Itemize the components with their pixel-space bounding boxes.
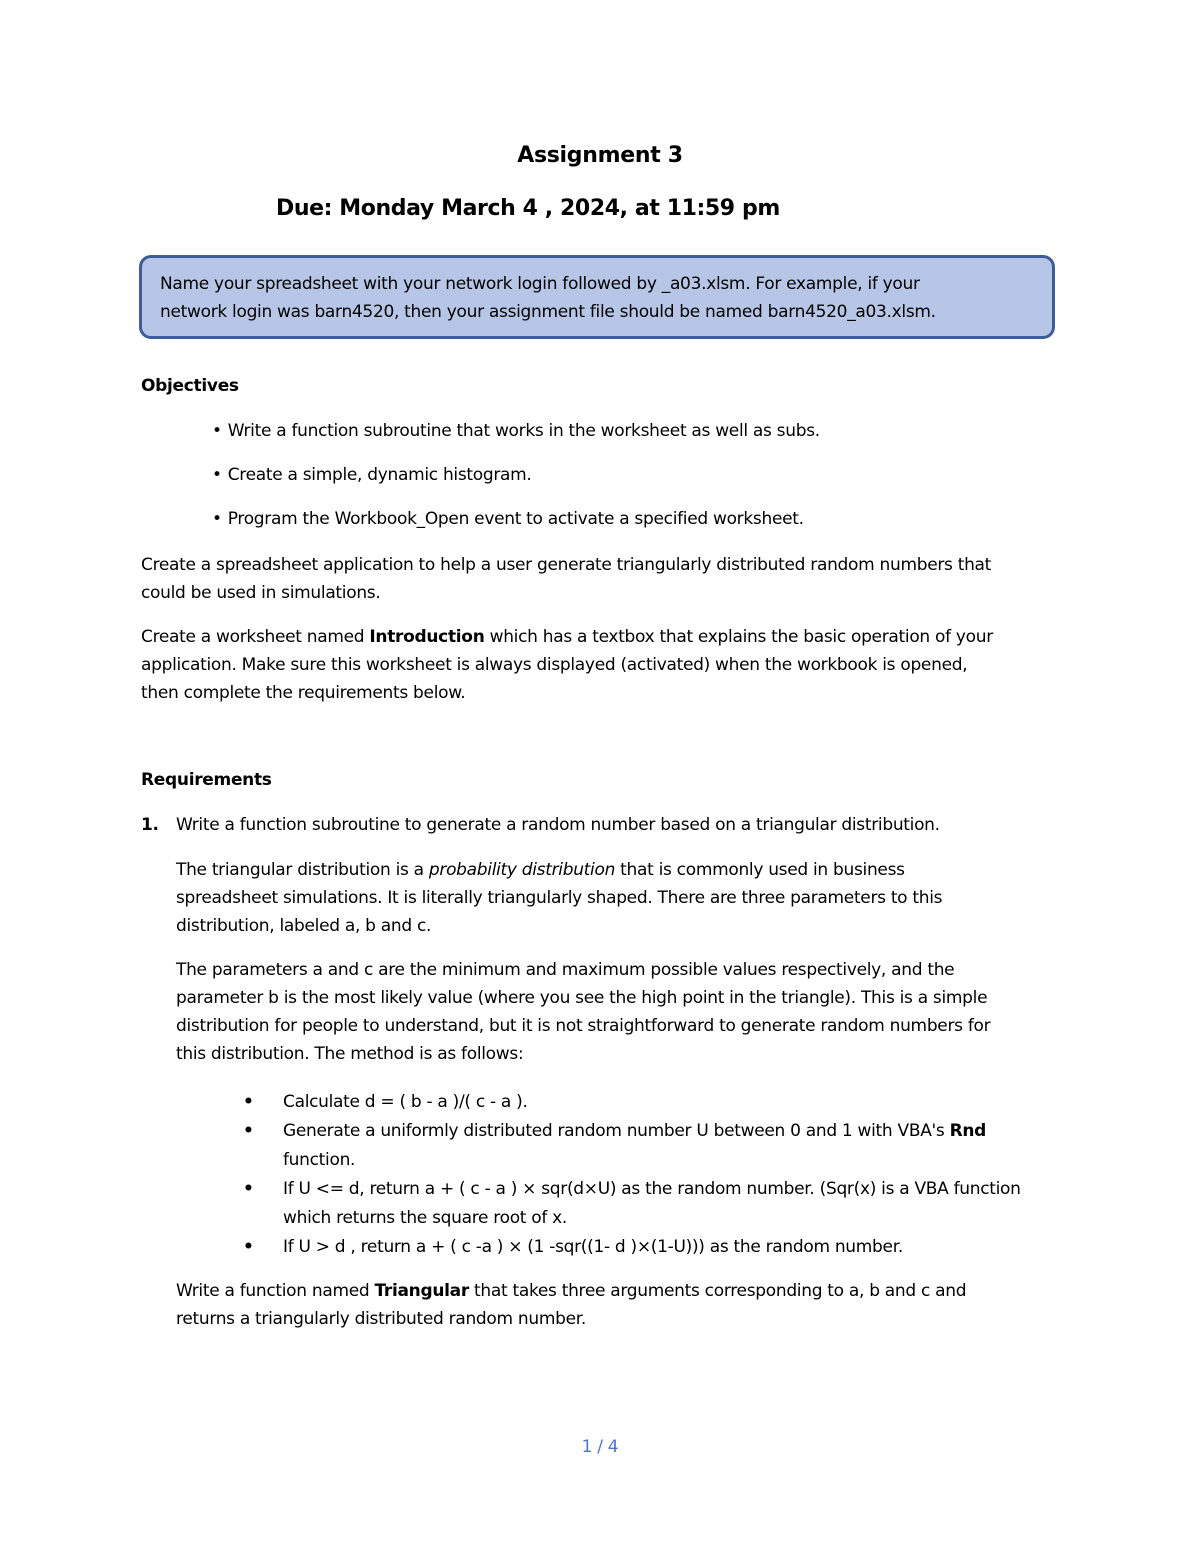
method-steps-list: • Calculate d = ( b - a )/( c - a ). • Generate a uniformly distributed random number U between 0 and 1 with VBA's Rnd function. • If U <= d, return a + ( c - a ) × sqr(d×U) as the random number. (Sqr(x) is a VBA function which returns the square root of x. • If U > d , return a + ( c -a ) × (1 -sqr((1- d )×(1-U))) as the random number. (243, 1088, 1021, 1262)
method-step: • Generate a uniformly distributed random number U between 0 and 1 with VBA's Rnd (243, 1117, 1021, 1146)
parameters-paragraph: The parameters a and c are the minimum and maximum possible values respectively, and the parameter b is the most likely value (where you see the high point in the triangle). This is a simple distribution for people to understand, but it is not straightforward to generate random numbers for this distribution. The method is as follows: (176, 960, 991, 1064)
method-step: • If U <= d, return a + ( c - a ) × sqr(d×U) as the random number. (Sqr(x) is a VBA function (243, 1175, 1021, 1204)
requirement-item-1: 1. Write a function subroutine to generate a random number based on a triangular distribution. (141, 815, 940, 835)
bullet: • (243, 1092, 254, 1112)
bullet: • (243, 1121, 254, 1141)
bullet: • (212, 465, 222, 485)
naming-callout-box (139, 255, 1055, 339)
requirement-number: 1. (141, 815, 159, 835)
callout-line: Name your spreadsheet with your network login followed by _a03.xlsm. For example, if your (160, 274, 920, 294)
bullet: • (243, 1237, 254, 1257)
objective-item: • Create a simple, dynamic histogram. (212, 465, 532, 485)
callout-line: network login was barn4520, then your assignment file should be named barn4520_a03.xlsm. (160, 302, 936, 322)
bullet: • (212, 509, 222, 529)
intro-paragraph: Create a spreadsheet application to help a user generate triangularly distributed random numbers that could be used in simulations. (141, 555, 992, 603)
page-number: 1 / 4 (581, 1437, 619, 1457)
page-title: Assignment 3 (517, 143, 683, 168)
bullet: • (243, 1179, 254, 1199)
due-date: Due: Monday March 4 , 2024, at 11:59 pm (276, 196, 780, 221)
bullet: • (212, 421, 222, 441)
introduction-sheet-paragraph: Create a worksheet named Introduction which has a textbox that explains the basic operation of your application. Make sure this worksheet is always displayed (activated) when the workbook is opened, then complete the requirements below. (141, 627, 993, 703)
rnd-term: Rnd (949, 1121, 987, 1141)
triangular-description-paragraph: The triangular distribution is a probability distribution that is commonly used in business spreadsheet simulations. It is literally triangularly shaped. There are three parameters to this distribution, labeled a, b and c. (176, 860, 943, 936)
introduction-term: Introduction (369, 627, 485, 647)
objective-item: • Write a function subroutine that works in the worksheet as well as subs. (212, 421, 820, 441)
requirements-heading: Requirements (141, 770, 272, 790)
triangular-term: Triangular (374, 1281, 469, 1301)
method-step: • Calculate d = ( b - a )/( c - a ). (243, 1088, 1021, 1117)
probability-distribution-term: probability distribution (428, 860, 616, 880)
triangular-function-paragraph: Write a function named Triangular that takes three arguments corresponding to a, b and c and returns a triangularly distributed random number. (176, 1281, 967, 1329)
method-step: • If U > d , return a + ( c -a ) × (1 -sqr((1- d )×(1-U))) as the random number. (243, 1233, 1021, 1262)
objective-item: • Program the Workbook_Open event to activate a specified worksheet. (212, 509, 804, 529)
objectives-heading: Objectives (141, 376, 239, 396)
